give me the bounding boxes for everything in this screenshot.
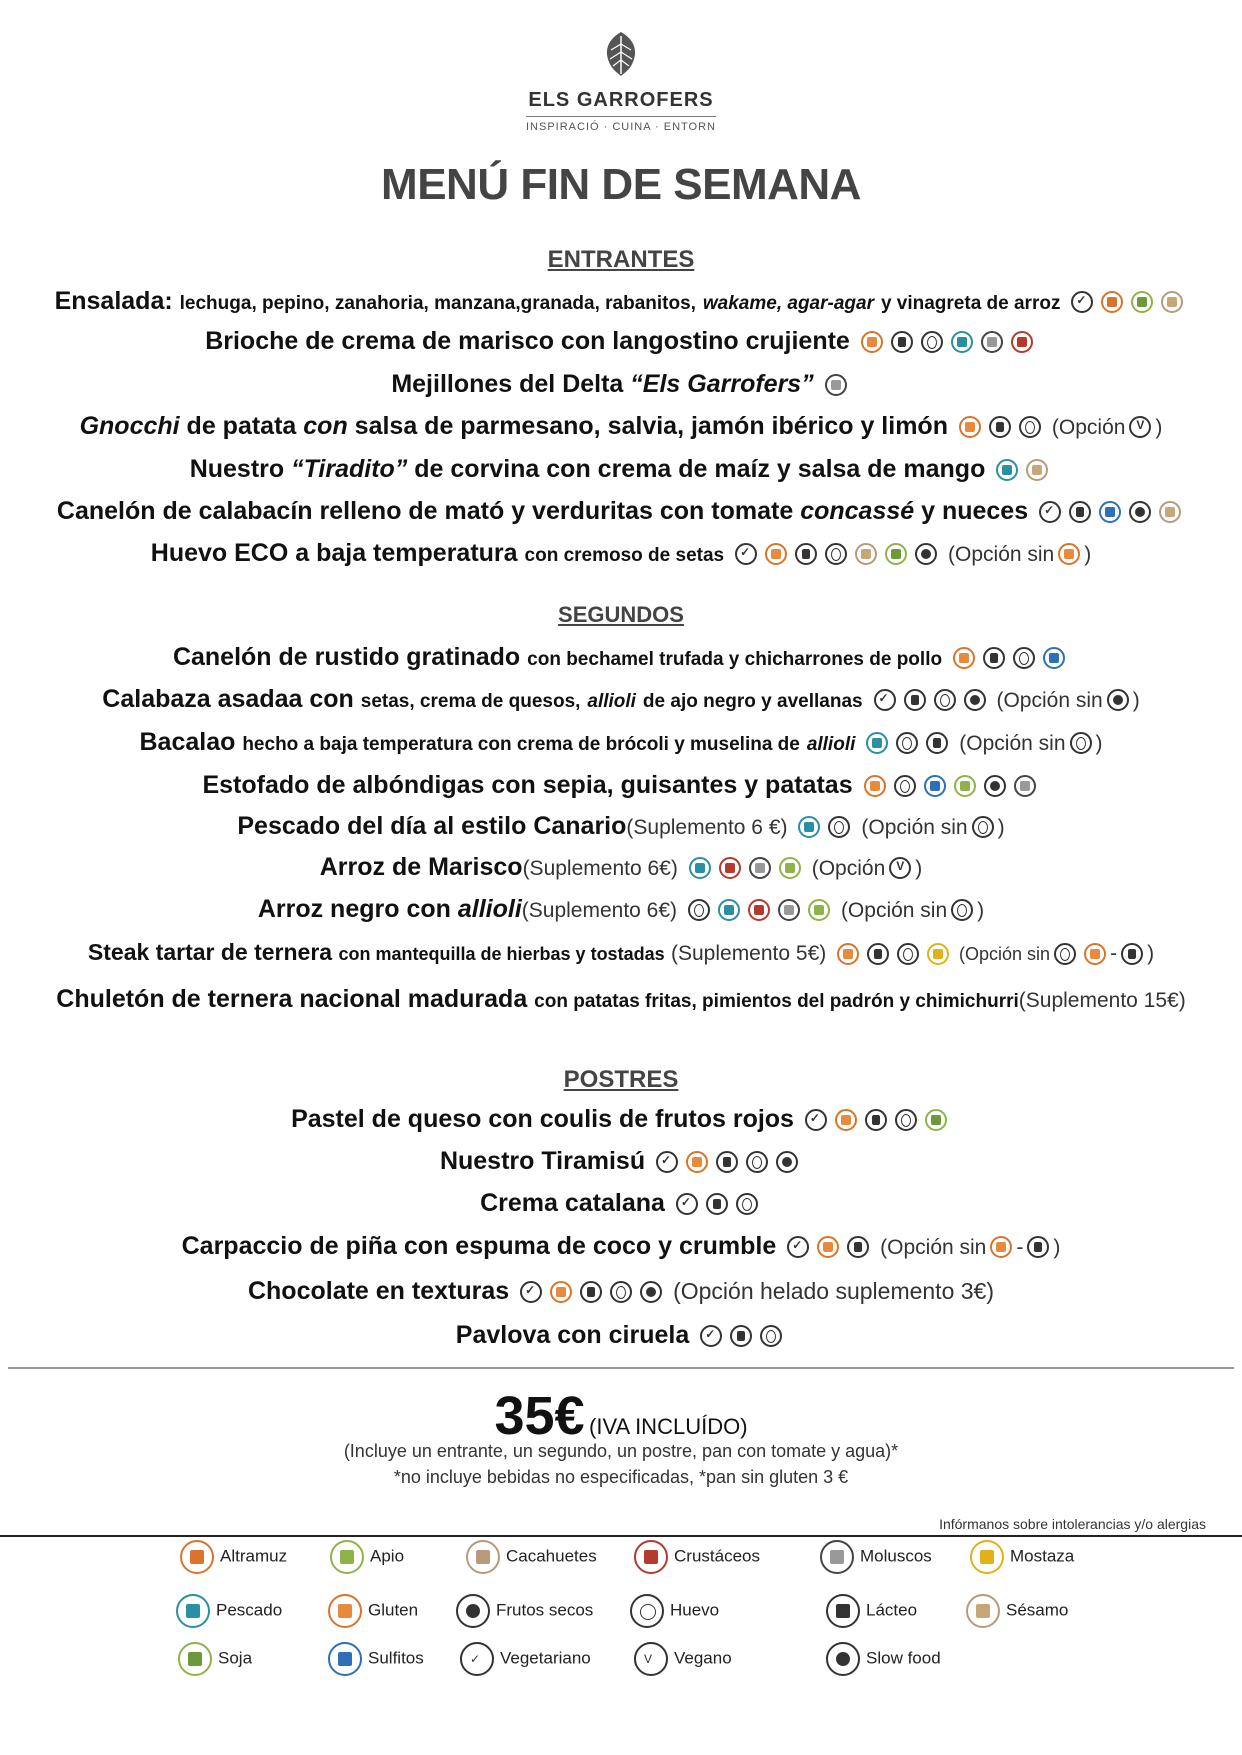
pescado-icon (176, 1594, 210, 1628)
legend-lacteo: Lácteo (826, 1594, 917, 1628)
gluten-icon (686, 1151, 708, 1173)
dish-row: Nuestro Tiramisú ✓ (0, 1147, 1242, 1176)
legend-slow-food: Slow food (826, 1642, 941, 1676)
vegetariano-icon (874, 689, 896, 711)
divider (0, 1535, 1242, 1537)
lacteo-icon (826, 1594, 860, 1628)
excludes-note: *no incluye bebidas no especificadas, *pan sin gluten 3 € (393, 1467, 849, 1487)
moluscos-icon (981, 331, 1003, 353)
huevo-icon (828, 816, 850, 838)
dish-row: Carpaccio de piña con espuma de coco y crumble ✓ (Opción sin - ) (0, 1232, 1242, 1261)
legend-huevo: Huevo (630, 1594, 719, 1628)
huevo-icon (825, 543, 847, 565)
dish-row: Chocolate en texturas ✓ (Opción helado suplemento 3€) (0, 1277, 1242, 1306)
logo (0, 30, 1242, 135)
huevo-icon (921, 331, 943, 353)
crustaceos-icon (719, 857, 741, 879)
brand-name: ELS GARROFERS (528, 89, 714, 111)
vegano-icon (1129, 416, 1151, 438)
apio-icon (808, 899, 830, 921)
mostaza-icon (927, 943, 949, 965)
dish-row: Arroz de Marisco(Suplemento 6€) (OpciónV ) (0, 853, 1242, 882)
lacteo-icon (795, 543, 817, 565)
gluten-icon (765, 543, 787, 565)
soja-icon (885, 543, 907, 565)
brand-tagline: INSPIRACIÓ · CUINA · ENTORN (526, 116, 716, 133)
huevo-icon (610, 1281, 632, 1303)
mostaza-icon (970, 1540, 1004, 1574)
dish-row: Arroz negro con allioli(Suplemento 6€) (Opción sin ) (257, 895, 985, 923)
lacteo-icon (1027, 1236, 1049, 1258)
dish-row: Pastel de queso con coulis de frutos rojos ✓ (0, 1105, 1242, 1134)
crustaceos-icon (1011, 331, 1033, 353)
frutos-secos-icon (964, 689, 986, 711)
huevo-icon (630, 1594, 664, 1628)
dish-row: Canelón de calabacín relleno de mató y verduritas con tomate concassé y nueces ✓ (0, 497, 1242, 526)
vegetariano-icon (1071, 291, 1093, 313)
lacteo-icon (867, 943, 889, 965)
lacteo-icon (904, 689, 926, 711)
vegetariano-icon (676, 1193, 698, 1215)
huevo-icon (688, 899, 710, 921)
section-segundos: SEGUNDOS (558, 602, 684, 627)
huevo-icon (951, 899, 973, 921)
vegetariano-icon (1039, 501, 1061, 523)
vegetariano-icon (656, 1151, 678, 1173)
pescado-icon (996, 459, 1018, 481)
moluscos-icon (1014, 775, 1036, 797)
legend-pescado: Pescado (176, 1594, 282, 1628)
legend-apio: Apio (330, 1540, 404, 1574)
gluten-icon (990, 1236, 1012, 1258)
pescado-icon (798, 816, 820, 838)
huevo-icon (760, 1325, 782, 1347)
gluten-icon (328, 1594, 362, 1628)
huevo-icon (972, 816, 994, 838)
huevo-icon (894, 775, 916, 797)
lacteo-icon (983, 647, 1005, 669)
gluten-icon (959, 416, 981, 438)
soja-icon (178, 1642, 212, 1676)
legend-frutos-secos: Frutos secos (456, 1594, 593, 1628)
huevo-icon (736, 1193, 758, 1215)
altramuz-icon (1101, 291, 1123, 313)
dish-row: Nuestro “Tiradito” de corvina con crema de maíz y salsa de mango (0, 455, 1242, 484)
gluten-icon (550, 1281, 572, 1303)
pescado-icon (951, 331, 973, 353)
sesamo-icon (1026, 459, 1048, 481)
vegetariano-icon (735, 543, 757, 565)
legend-altramuz: Altramuz (180, 1540, 287, 1574)
gluten-icon (837, 943, 859, 965)
lacteo-icon (716, 1151, 738, 1173)
crustaceos-icon (748, 899, 770, 921)
dish-row: Crema catalana ✓ (0, 1189, 1242, 1218)
legend-crustaceos: Crustáceos (634, 1540, 760, 1574)
huevo-icon (1013, 647, 1035, 669)
apio-icon (330, 1540, 364, 1574)
legend-mostaza: Mostaza (970, 1540, 1074, 1574)
vegetariano-icon (805, 1109, 827, 1131)
legend-gluten: Gluten (328, 1594, 418, 1628)
frutos-secos-icon (1129, 501, 1151, 523)
dish-row: Mejillones del Delta “Els Garrofers” (0, 370, 1242, 399)
vegano-icon (889, 857, 911, 879)
dish-row: Gnocchi de patata con salsa de parmesano, salvia, jamón ibérico y limón (OpciónV ) (0, 412, 1242, 441)
lacteo-icon (891, 331, 913, 353)
moluscos-icon (825, 374, 847, 396)
slow-food-icon (826, 1642, 860, 1676)
frutos-secos-icon (456, 1594, 490, 1628)
vegetariano-icon (520, 1281, 542, 1303)
lacteo-icon (989, 416, 1011, 438)
huevo-icon (896, 732, 918, 754)
intolerancias-note: Infórmanos sobre intolerancias y/o alergias (939, 1516, 1206, 1532)
legend-sulfitos: Sulfitos (328, 1642, 424, 1676)
sesamo-icon (966, 1594, 1000, 1628)
leaf-logo-icon (601, 30, 641, 76)
huevo-icon (1070, 732, 1092, 754)
frutos-secos-icon (640, 1281, 662, 1303)
altramuz-icon (180, 1540, 214, 1574)
dish-row: Canelón de rustido gratinado con bechamel trufada y chicharrones de pollo (0, 643, 1242, 672)
vegetariano-icon (700, 1325, 722, 1347)
dish-row: Huevo ECO a baja temperatura con cremoso de setas ✓ (Opción sin ) (0, 539, 1242, 568)
lacteo-icon (730, 1325, 752, 1347)
gluten-icon (835, 1109, 857, 1131)
price-amount: 35€ (494, 1386, 585, 1446)
legend-moluscos: Moluscos (820, 1540, 932, 1574)
soja-icon (925, 1109, 947, 1131)
pescado-icon (718, 899, 740, 921)
lacteo-icon (1069, 501, 1091, 523)
gluten-icon (861, 331, 883, 353)
pescado-icon (689, 857, 711, 879)
cacahuetes-icon (466, 1540, 500, 1574)
legend-vegano: V Vegano (634, 1642, 732, 1676)
sulfitos-icon (1099, 501, 1121, 523)
huevo-icon (897, 943, 919, 965)
lacteo-icon (706, 1193, 728, 1215)
dish-row: Estofado de albóndigas con sepia, guisantes y patatas (0, 771, 1242, 800)
huevo-icon (746, 1151, 768, 1173)
gluten-icon (1084, 943, 1106, 965)
crustaceos-icon (634, 1540, 668, 1574)
vegano-icon (634, 1642, 668, 1676)
sulfitos-icon (328, 1642, 362, 1676)
moluscos-icon (778, 899, 800, 921)
includes-note: (Incluye un entrante, un segundo, un postre, pan con tomate y agua)* (343, 1441, 899, 1461)
dish-row: Brioche de crema de marisco con langostino crujiente (0, 327, 1242, 356)
divider (8, 1367, 1234, 1369)
moluscos-icon (820, 1540, 854, 1574)
dish-row: Calabaza asadaa con setas, crema de quesos, allioli de ajo negro y avellanas ✓ (Opción sin ) (0, 685, 1242, 714)
huevo-icon (934, 689, 956, 711)
dish-row: Steak tartar de ternera con mantequilla de hierbas y tostadas (Suplemento 5€) (Opción sin - ) (87, 939, 1155, 965)
sesamo-icon (1159, 501, 1181, 523)
legend-vegetariano: ✓ Vegetariano (460, 1642, 591, 1676)
lacteo-icon (847, 1236, 869, 1258)
gluten-icon (817, 1236, 839, 1258)
lacteo-icon (926, 732, 948, 754)
sesamo-icon (1161, 291, 1183, 313)
lacteo-icon (1121, 943, 1143, 965)
sulfitos-icon (924, 775, 946, 797)
gluten-icon (953, 647, 975, 669)
frutos-secos-icon (1107, 689, 1129, 711)
pescado-icon (866, 732, 888, 754)
frutos-secos-icon (776, 1151, 798, 1173)
soja-icon (1131, 291, 1153, 313)
sulfitos-icon (1043, 647, 1065, 669)
legend-cacahuetes: Cacahuetes (466, 1540, 597, 1574)
lacteo-icon (865, 1109, 887, 1131)
huevo-icon (895, 1109, 917, 1131)
huevo-icon (1019, 416, 1041, 438)
vegetariano-icon (787, 1236, 809, 1258)
gluten-icon (1058, 543, 1080, 565)
legend-soja: Soja (178, 1642, 252, 1676)
moluscos-icon (749, 857, 771, 879)
legend-sesamo: Sésamo (966, 1594, 1068, 1628)
apio-icon (954, 775, 976, 797)
section-postres: POSTRES (563, 1066, 679, 1093)
frutos-secos-icon (984, 775, 1006, 797)
vegetariano-icon (460, 1642, 494, 1676)
sesamo-icon (855, 543, 877, 565)
menu-title: MENÚ FIN DE SEMANA (381, 160, 861, 209)
huevo-icon (1054, 943, 1076, 965)
dish-row: Bacalao hecho a baja temperatura con crema de brócoli y muselina de allioli (Opción sin ) (139, 728, 1103, 756)
apio-icon (779, 857, 801, 879)
dish-row: Pavlova con ciruela ✓ (0, 1321, 1242, 1350)
price-iva: (IVA INCLUÍDO) (589, 1414, 748, 1439)
slow-food-icon (915, 543, 937, 565)
dish-row: Ensalada: lechuga, pepino, zanahoria, manzana,granada, rabanitos, wakame, agar-agar y vinagreta de arroz ✓ (0, 287, 1242, 316)
lacteo-icon (580, 1281, 602, 1303)
section-entrantes: ENTRANTES (547, 246, 695, 273)
gluten-icon (864, 775, 886, 797)
dish-row: Chuletón de ternera nacional madurada con patatas fritas, pimientos del padrón y chimichurri(Suplemento 15€) (56, 985, 1186, 1013)
dish-row: Pescado del día al estilo Canario(Suplemento 6 €) (Opción sin ) (237, 812, 1005, 840)
price (0, 1385, 1242, 1447)
